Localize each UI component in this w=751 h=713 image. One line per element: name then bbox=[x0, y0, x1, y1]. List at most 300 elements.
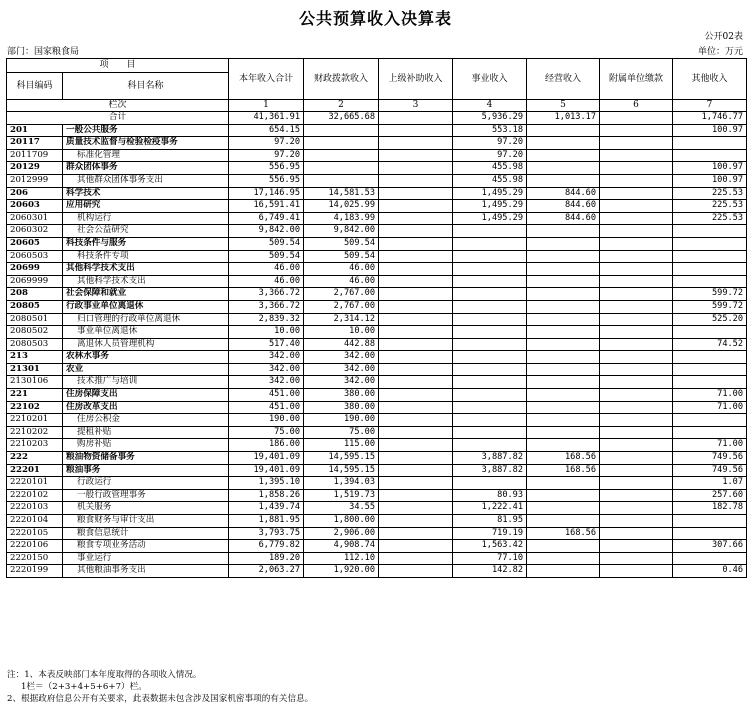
value-cell: 71.00 bbox=[673, 439, 747, 452]
value-cell: 225.53 bbox=[673, 187, 747, 200]
value-cell bbox=[379, 313, 453, 326]
header-operating: 经营收入 bbox=[527, 59, 600, 100]
value-cell bbox=[379, 162, 453, 175]
subject-name: 粮油事务 bbox=[63, 464, 229, 477]
value-cell bbox=[379, 300, 453, 313]
value-cell bbox=[453, 376, 527, 389]
value-cell bbox=[673, 363, 747, 376]
value-cell: 97.20 bbox=[229, 137, 304, 150]
subject-name: 其他群众团体事务支出 bbox=[63, 174, 229, 187]
value-cell bbox=[527, 477, 600, 490]
value-cell bbox=[527, 389, 600, 402]
subject-code: 2060301 bbox=[7, 212, 63, 225]
value-cell: 654.15 bbox=[229, 124, 304, 137]
subject-code: 2060503 bbox=[7, 250, 63, 263]
value-cell: 1.07 bbox=[673, 477, 747, 490]
subject-code: 213 bbox=[7, 351, 63, 364]
value-cell: 16,591.41 bbox=[229, 200, 304, 213]
value-cell bbox=[600, 515, 673, 528]
header-fiscal: 财政拨款收入 bbox=[304, 59, 379, 100]
subject-code: 2210202 bbox=[7, 426, 63, 439]
subject-name: 住房公积金 bbox=[63, 414, 229, 427]
value-cell: 442.88 bbox=[304, 338, 379, 351]
value-cell: 10.00 bbox=[304, 326, 379, 339]
value-cell: 342.00 bbox=[304, 363, 379, 376]
value-cell bbox=[379, 376, 453, 389]
value-cell: 509.54 bbox=[229, 237, 304, 250]
value-cell bbox=[453, 300, 527, 313]
value-cell bbox=[379, 540, 453, 553]
value-cell bbox=[379, 477, 453, 490]
subject-name: 技术推广与培训 bbox=[63, 376, 229, 389]
value-cell bbox=[453, 426, 527, 439]
value-cell: 599.72 bbox=[673, 288, 747, 301]
value-cell: 142.82 bbox=[453, 565, 527, 578]
value-cell bbox=[600, 540, 673, 553]
value-cell bbox=[600, 174, 673, 187]
value-cell bbox=[379, 326, 453, 339]
value-cell: 1,519.73 bbox=[304, 489, 379, 502]
table-row bbox=[7, 376, 747, 389]
value-cell bbox=[453, 477, 527, 490]
subject-code: 20603 bbox=[7, 200, 63, 213]
value-cell bbox=[379, 363, 453, 376]
value-cell: 257.60 bbox=[673, 489, 747, 502]
total-cell bbox=[379, 112, 453, 125]
value-cell bbox=[453, 237, 527, 250]
subject-name: 购房补贴 bbox=[63, 439, 229, 452]
table-row bbox=[7, 439, 747, 452]
value-cell bbox=[379, 414, 453, 427]
table-row bbox=[7, 149, 747, 162]
value-cell: 186.00 bbox=[229, 439, 304, 452]
value-cell: 2,063.27 bbox=[229, 565, 304, 578]
header-name: 科目名称 bbox=[63, 73, 229, 100]
subject-code: 20117 bbox=[7, 137, 63, 150]
subject-name: 一般公共服务 bbox=[63, 124, 229, 137]
col-num: 7 bbox=[673, 100, 747, 112]
subject-code: 20699 bbox=[7, 263, 63, 276]
value-cell bbox=[600, 263, 673, 276]
value-cell bbox=[527, 250, 600, 263]
table-row bbox=[7, 162, 747, 175]
value-cell: 0.46 bbox=[673, 565, 747, 578]
value-cell bbox=[379, 502, 453, 515]
value-cell bbox=[527, 149, 600, 162]
header-affiliated: 附属单位缴款 bbox=[600, 59, 673, 100]
table-row bbox=[7, 200, 747, 213]
value-cell: 342.00 bbox=[304, 351, 379, 364]
value-cell bbox=[673, 515, 747, 528]
value-cell bbox=[673, 426, 747, 439]
value-cell bbox=[600, 426, 673, 439]
value-cell: 6,779.82 bbox=[229, 540, 304, 553]
value-cell bbox=[379, 174, 453, 187]
subject-code: 206 bbox=[7, 187, 63, 200]
subject-name: 农林水事务 bbox=[63, 351, 229, 364]
value-cell bbox=[527, 237, 600, 250]
value-cell: 189.20 bbox=[229, 552, 304, 565]
value-cell: 190.00 bbox=[304, 414, 379, 427]
subject-code: 2220101 bbox=[7, 477, 63, 490]
value-cell bbox=[527, 426, 600, 439]
table-row bbox=[7, 338, 747, 351]
subject-code: 2220103 bbox=[7, 502, 63, 515]
value-cell bbox=[527, 124, 600, 137]
note-line: 1栏＝（2+3+4+5+6+7）栏。 bbox=[21, 682, 147, 692]
value-cell bbox=[453, 414, 527, 427]
value-cell bbox=[600, 376, 673, 389]
total-cell: 1,746.77 bbox=[673, 112, 747, 125]
subject-code: 221 bbox=[7, 389, 63, 402]
value-cell bbox=[304, 137, 379, 150]
page-title: 公共预算收入决算表 bbox=[298, 9, 452, 28]
subject-code: 2220106 bbox=[7, 540, 63, 553]
value-cell bbox=[600, 288, 673, 301]
value-cell bbox=[600, 552, 673, 565]
value-cell: 2,767.00 bbox=[304, 300, 379, 313]
value-cell: 1,881.95 bbox=[229, 515, 304, 528]
value-cell bbox=[379, 212, 453, 225]
table-row bbox=[7, 174, 747, 187]
value-cell bbox=[600, 351, 673, 364]
value-cell: 455.98 bbox=[453, 162, 527, 175]
table-row bbox=[7, 300, 747, 313]
value-cell bbox=[527, 439, 600, 452]
value-cell bbox=[600, 149, 673, 162]
subject-name: 机构运行 bbox=[63, 212, 229, 225]
value-cell bbox=[527, 275, 600, 288]
subject-code: 21301 bbox=[7, 363, 63, 376]
table-row bbox=[7, 288, 747, 301]
subject-code: 22201 bbox=[7, 464, 63, 477]
value-cell bbox=[453, 363, 527, 376]
value-cell: 168.56 bbox=[527, 452, 600, 465]
value-cell bbox=[600, 439, 673, 452]
subject-code: 20605 bbox=[7, 237, 63, 250]
value-cell: 844.60 bbox=[527, 187, 600, 200]
value-cell: 2,839.32 bbox=[229, 313, 304, 326]
total-cell: 32,665.68 bbox=[304, 112, 379, 125]
table-row bbox=[7, 237, 747, 250]
subject-code: 20805 bbox=[7, 300, 63, 313]
value-cell bbox=[304, 162, 379, 175]
table-row bbox=[7, 250, 747, 263]
value-cell: 71.00 bbox=[673, 389, 747, 402]
value-cell: 1,495.29 bbox=[453, 200, 527, 213]
table-row bbox=[7, 275, 747, 288]
value-cell: 380.00 bbox=[304, 389, 379, 402]
header-business: 事业收入 bbox=[453, 59, 527, 100]
value-cell: 1,920.00 bbox=[304, 565, 379, 578]
value-cell: 225.53 bbox=[673, 212, 747, 225]
table-row bbox=[7, 401, 747, 414]
subject-name: 住房改革支出 bbox=[63, 401, 229, 414]
department-label: 部门：国家粮食局 bbox=[7, 47, 80, 57]
table-row bbox=[7, 225, 747, 238]
value-cell bbox=[379, 137, 453, 150]
value-cell bbox=[379, 527, 453, 540]
subject-code: 222 bbox=[7, 452, 63, 465]
value-cell bbox=[527, 363, 600, 376]
value-cell bbox=[600, 275, 673, 288]
table-row bbox=[7, 137, 747, 150]
subject-code: 2220105 bbox=[7, 527, 63, 540]
subject-name: 农业 bbox=[63, 363, 229, 376]
value-cell bbox=[600, 527, 673, 540]
value-cell bbox=[673, 326, 747, 339]
col-num: 4 bbox=[453, 100, 527, 112]
subject-code: 2130106 bbox=[7, 376, 63, 389]
value-cell bbox=[600, 162, 673, 175]
value-cell: 80.93 bbox=[453, 489, 527, 502]
value-cell: 46.00 bbox=[304, 263, 379, 276]
value-cell bbox=[673, 137, 747, 150]
value-cell: 100.97 bbox=[673, 174, 747, 187]
value-cell bbox=[379, 389, 453, 402]
total-cell bbox=[600, 112, 673, 125]
budget-table bbox=[6, 58, 747, 578]
value-cell bbox=[600, 313, 673, 326]
value-cell: 2,314.12 bbox=[304, 313, 379, 326]
subject-name: 其他科学技术支出 bbox=[63, 263, 229, 276]
value-cell bbox=[379, 439, 453, 452]
value-cell: 1,394.03 bbox=[304, 477, 379, 490]
subject-code: 2011709 bbox=[7, 149, 63, 162]
value-cell bbox=[600, 565, 673, 578]
value-cell bbox=[304, 124, 379, 137]
table-row bbox=[7, 464, 747, 477]
value-cell: 115.00 bbox=[304, 439, 379, 452]
value-cell bbox=[600, 237, 673, 250]
value-cell bbox=[600, 464, 673, 477]
value-cell bbox=[453, 275, 527, 288]
value-cell bbox=[673, 376, 747, 389]
value-cell bbox=[673, 527, 747, 540]
value-cell bbox=[527, 288, 600, 301]
value-cell bbox=[673, 237, 747, 250]
value-cell bbox=[673, 414, 747, 427]
value-cell: 1,563.42 bbox=[453, 540, 527, 553]
value-cell bbox=[379, 225, 453, 238]
value-cell bbox=[379, 552, 453, 565]
subject-code: 2220199 bbox=[7, 565, 63, 578]
total-cell: 5,936.29 bbox=[453, 112, 527, 125]
value-cell bbox=[600, 212, 673, 225]
value-cell: 190.00 bbox=[229, 414, 304, 427]
col-num: 2 bbox=[304, 100, 379, 112]
subject-name: 科技条件专项 bbox=[63, 250, 229, 263]
subject-name: 社会公益研究 bbox=[63, 225, 229, 238]
value-cell: 509.54 bbox=[229, 250, 304, 263]
value-cell bbox=[527, 300, 600, 313]
table-row bbox=[7, 414, 747, 427]
value-cell: 2,906.00 bbox=[304, 527, 379, 540]
value-cell bbox=[527, 502, 600, 515]
subject-name: 粮油物资储备事务 bbox=[63, 452, 229, 465]
value-cell: 6,749.41 bbox=[229, 212, 304, 225]
value-cell bbox=[379, 351, 453, 364]
value-cell bbox=[600, 338, 673, 351]
value-cell bbox=[527, 174, 600, 187]
table-row bbox=[7, 326, 747, 339]
value-cell bbox=[527, 326, 600, 339]
value-cell bbox=[453, 288, 527, 301]
value-cell bbox=[673, 275, 747, 288]
value-cell bbox=[527, 313, 600, 326]
subject-name: 住房保障支出 bbox=[63, 389, 229, 402]
value-cell: 749.56 bbox=[673, 464, 747, 477]
notes bbox=[7, 669, 313, 705]
value-cell bbox=[379, 515, 453, 528]
value-cell: 307.66 bbox=[673, 540, 747, 553]
value-cell: 4,908.74 bbox=[304, 540, 379, 553]
value-cell: 1,800.00 bbox=[304, 515, 379, 528]
value-cell bbox=[527, 351, 600, 364]
subject-name: 事业运行 bbox=[63, 552, 229, 565]
value-cell bbox=[453, 313, 527, 326]
value-cell bbox=[379, 426, 453, 439]
subject-name: 粮食财务与审计支出 bbox=[63, 515, 229, 528]
value-cell bbox=[673, 149, 747, 162]
value-cell: 1,222.41 bbox=[453, 502, 527, 515]
col-num: 1 bbox=[229, 100, 304, 112]
value-cell: 509.54 bbox=[304, 237, 379, 250]
subject-name: 应用研究 bbox=[63, 200, 229, 213]
value-cell: 380.00 bbox=[304, 401, 379, 414]
value-cell: 2,767.00 bbox=[304, 288, 379, 301]
value-cell: 34.55 bbox=[304, 502, 379, 515]
value-cell bbox=[453, 439, 527, 452]
value-cell: 455.98 bbox=[453, 174, 527, 187]
value-cell: 75.00 bbox=[229, 426, 304, 439]
subject-name: 标准化管理 bbox=[63, 149, 229, 162]
subject-name: 其他科学技术支出 bbox=[63, 275, 229, 288]
value-cell bbox=[453, 338, 527, 351]
value-cell bbox=[600, 363, 673, 376]
value-cell: 3,366.72 bbox=[229, 300, 304, 313]
table-row bbox=[7, 263, 747, 276]
table-row bbox=[7, 124, 747, 137]
table-row bbox=[7, 351, 747, 364]
subject-code: 2220102 bbox=[7, 489, 63, 502]
subject-name: 行政运行 bbox=[63, 477, 229, 490]
value-cell bbox=[527, 401, 600, 414]
value-cell: 71.00 bbox=[673, 401, 747, 414]
value-cell: 451.00 bbox=[229, 401, 304, 414]
value-cell: 844.60 bbox=[527, 200, 600, 213]
value-cell: 342.00 bbox=[229, 376, 304, 389]
value-cell: 3,793.75 bbox=[229, 527, 304, 540]
value-cell bbox=[600, 389, 673, 402]
value-cell: 100.97 bbox=[673, 124, 747, 137]
table-row bbox=[7, 363, 747, 376]
value-cell bbox=[600, 489, 673, 502]
subject-name: 粮食信息统计 bbox=[63, 527, 229, 540]
table-row bbox=[7, 515, 747, 528]
value-cell: 17,146.95 bbox=[229, 187, 304, 200]
value-cell bbox=[453, 351, 527, 364]
value-cell: 451.00 bbox=[229, 389, 304, 402]
value-cell: 97.20 bbox=[453, 149, 527, 162]
value-cell: 1,495.29 bbox=[453, 187, 527, 200]
value-cell: 342.00 bbox=[229, 351, 304, 364]
subject-code: 2220104 bbox=[7, 515, 63, 528]
table-row bbox=[7, 313, 747, 326]
value-cell bbox=[600, 124, 673, 137]
value-cell bbox=[600, 502, 673, 515]
value-cell: 1,395.10 bbox=[229, 477, 304, 490]
value-cell bbox=[379, 187, 453, 200]
value-cell: 14,595.15 bbox=[304, 452, 379, 465]
value-cell bbox=[673, 250, 747, 263]
value-cell bbox=[600, 326, 673, 339]
value-cell: 182.78 bbox=[673, 502, 747, 515]
value-cell: 1,858.26 bbox=[229, 489, 304, 502]
value-cell: 168.56 bbox=[527, 464, 600, 477]
subject-name: 社会保障和就业 bbox=[63, 288, 229, 301]
value-cell bbox=[527, 565, 600, 578]
value-cell: 749.56 bbox=[673, 452, 747, 465]
subject-name: 科技条件与服务 bbox=[63, 237, 229, 250]
subject-code: 208 bbox=[7, 288, 63, 301]
value-cell bbox=[527, 137, 600, 150]
subject-code: 2080503 bbox=[7, 338, 63, 351]
value-cell bbox=[673, 263, 747, 276]
subject-name: 群众团体事务 bbox=[63, 162, 229, 175]
value-cell bbox=[600, 300, 673, 313]
header-other: 其他收入 bbox=[673, 59, 747, 100]
value-cell: 556.95 bbox=[229, 174, 304, 187]
subject-code: 2060302 bbox=[7, 225, 63, 238]
table-row bbox=[7, 565, 747, 578]
value-cell bbox=[304, 149, 379, 162]
value-cell: 3,366.72 bbox=[229, 288, 304, 301]
value-cell bbox=[600, 452, 673, 465]
value-cell bbox=[600, 401, 673, 414]
header-total: 本年收入合计 bbox=[229, 59, 304, 100]
table-row bbox=[7, 426, 747, 439]
value-cell bbox=[527, 540, 600, 553]
value-cell bbox=[379, 250, 453, 263]
value-cell: 75.00 bbox=[304, 426, 379, 439]
value-cell bbox=[304, 174, 379, 187]
subject-code: 2012999 bbox=[7, 174, 63, 187]
value-cell: 14,025.99 bbox=[304, 200, 379, 213]
value-cell: 14,581.53 bbox=[304, 187, 379, 200]
value-cell bbox=[453, 326, 527, 339]
subject-name: 事业单位离退休 bbox=[63, 326, 229, 339]
note-line: 2、根据政府信息公开有关要求，此表数据未包含涉及国家机密事项的有关信息。 bbox=[7, 694, 314, 704]
value-cell bbox=[527, 414, 600, 427]
subject-name: 科学技术 bbox=[63, 187, 229, 200]
value-cell bbox=[527, 376, 600, 389]
value-cell: 599.72 bbox=[673, 300, 747, 313]
value-cell bbox=[527, 552, 600, 565]
value-cell bbox=[453, 401, 527, 414]
value-cell: 509.54 bbox=[304, 250, 379, 263]
value-cell bbox=[527, 225, 600, 238]
value-cell bbox=[527, 338, 600, 351]
value-cell: 77.10 bbox=[453, 552, 527, 565]
value-cell bbox=[600, 477, 673, 490]
item-header: 项 目 bbox=[7, 59, 229, 73]
header-superior: 上级补助收入 bbox=[379, 59, 453, 100]
value-cell: 3,887.82 bbox=[453, 464, 527, 477]
value-cell: 74.52 bbox=[673, 338, 747, 351]
total-cell: 1,013.17 bbox=[527, 112, 600, 125]
value-cell: 225.53 bbox=[673, 200, 747, 213]
